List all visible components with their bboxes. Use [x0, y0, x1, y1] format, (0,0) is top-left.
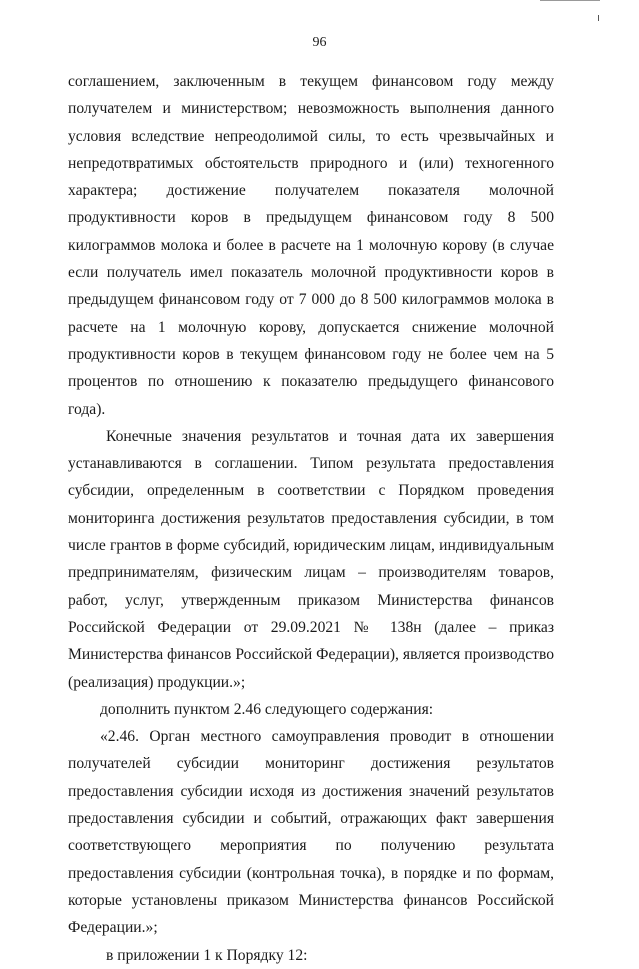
scan-artifact-mark	[598, 15, 599, 21]
paragraph-results: Конечные значения результатов и точная дата их завершения устанавливаются в соглашении. Типом результата предоставления субсидии, определенным в соответствии с Порядком проведения мониторинга достижения результатов предоставления субсидии, в том числе грантов в форме субсидий, юридическим лицам, индивидуальным предпринимателям, физическим лицам – производителям товаров, работ, услуг, утвержденным приказом Министерства финансов Российской Федерации от 29.09.2021 № 138н (далее – приказ Министерства финансов Российской Федерации), является производство (реализация) продукции.»;	[68, 427, 554, 691]
paragraph-clause-2-46: «2.46. Орган местного самоуправления проводит в отношении получателей субсидии мониторинг достижения результатов предоставления субсидии исходя из достижения значений результатов предоставления субсидии и событий, отражающих факт завершения соответствующего мероприятия по получению результата предоставления субсидии (контрольная точка), в порядке и по формам, которые установлены приказом Министерства финансов Российской Федерации.»;	[68, 728, 554, 937]
paragraph-amendment-intro: дополнить пунктом 2.46 следующего содержания:	[100, 700, 434, 718]
scan-artifact-mark	[540, 0, 600, 1]
document-body	[68, 68, 554, 969]
paragraph-appendix-ref: в приложении 1 к Порядку 12:	[106, 946, 308, 964]
paragraph-continuation: соглашением, заключенным в текущем финансовом году между получателем и министерством; невозможность выполнения данного условия вследствие непреодолимой силы, то есть чрезвычайных и непредотвратимых обстоятельств природного и (или) техногенного характера; достижение получателем показателя молочной продуктивности коров в предыдущем финансовом году 8 500 килограммов молока и более в расчете на 1 молочную корову (в случае если получатель имел показатель молочной продуктивности коров в предыдущем финансовом году от 7 000 до 8 500 килограммов молока в расчете на 1 молочную корову, допускается снижение молочной продуктивности коров в текущем финансовом году не более чем на 5 процентов по отношению к показателю предыдущего финансового года).	[68, 73, 554, 418]
page-number: 96	[312, 35, 327, 50]
